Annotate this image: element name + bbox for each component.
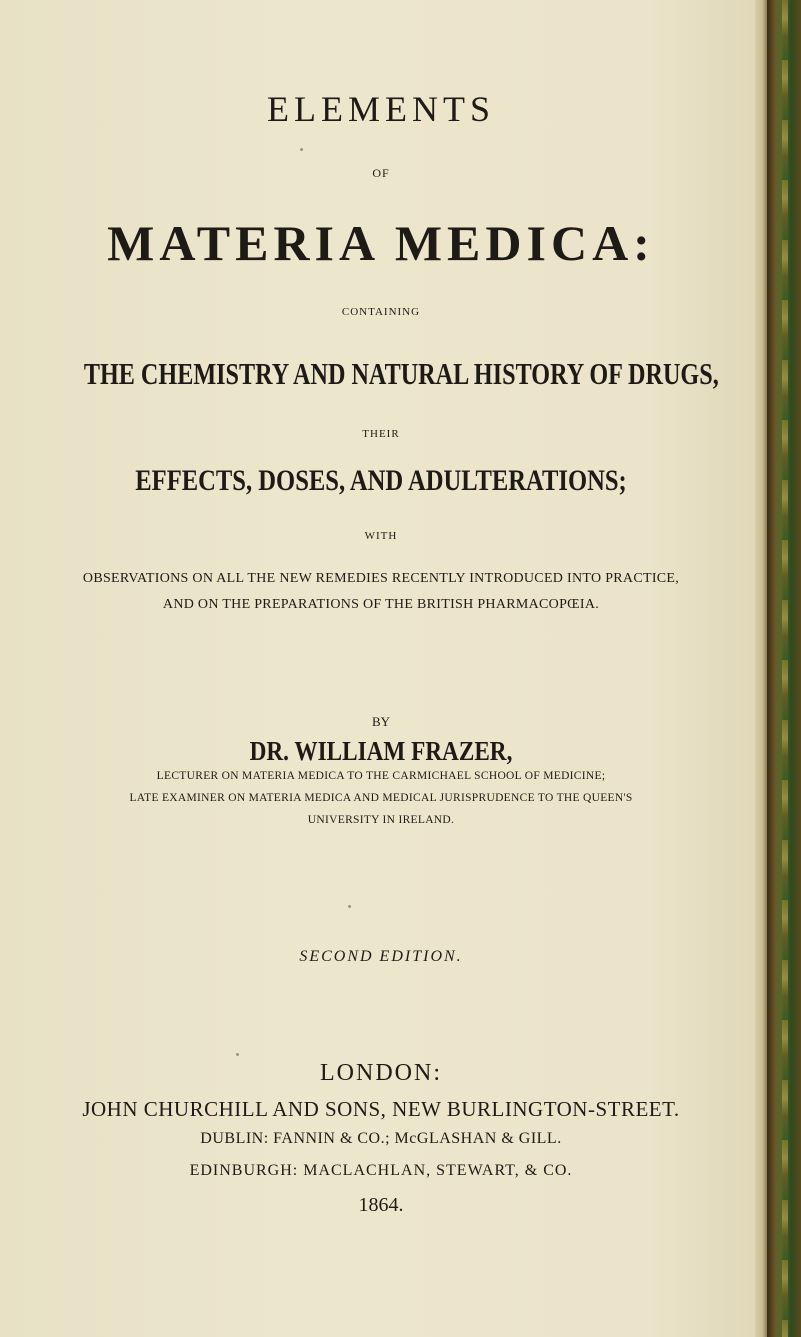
subtitle-with: WITH bbox=[364, 530, 398, 542]
imprint-dublin: DUBLIN: FANNIN & CO.; McGLASHAN & GILL. bbox=[200, 1130, 562, 1147]
paper-speck bbox=[236, 1053, 239, 1056]
subtitle-observations-2: AND ON THE PREPARATIONS OF THE BRITISH PHARMACOPŒIA. bbox=[162, 597, 600, 612]
paper-speck bbox=[348, 905, 351, 908]
title-elements: ELEMENTS bbox=[267, 89, 495, 129]
title-materia-medica: MATERIA MEDICA: bbox=[107, 215, 655, 271]
paper-speck bbox=[300, 148, 303, 151]
subtitle-containing: CONTAINING bbox=[341, 306, 421, 318]
byline-by: BY bbox=[371, 714, 391, 729]
imprint-publisher: JOHN CHURCHILL AND SONS, NEW BURLINGTON-STREET. bbox=[82, 1097, 680, 1121]
author-credentials-1: LECTURER ON MATERIA MEDICA TO THE CARMICHAEL SCHOOL OF MEDICINE; bbox=[156, 770, 606, 782]
subtitle-observations-1: OBSERVATIONS ON ALL THE NEW REMEDIES RECENTLY INTRODUCED INTO PRACTICE, bbox=[82, 571, 680, 586]
subtitle-chemistry: THE CHEMISTRY AND NATURAL HISTORY OF DRUGS, bbox=[83, 356, 719, 391]
binding-decoration bbox=[782, 0, 788, 1337]
imprint-year: 1864. bbox=[358, 1194, 404, 1216]
edition-label: SECOND EDITION. bbox=[299, 948, 463, 965]
title-of: OF bbox=[372, 166, 390, 180]
imprint-place: LONDON: bbox=[320, 1060, 442, 1086]
subtitle-effects: EFFECTS, DOSES, AND ADULTERATIONS; bbox=[135, 464, 627, 497]
author-credentials-3: UNIVERSITY IN IRELAND. bbox=[307, 814, 455, 826]
author-credentials-2: LATE EXAMINER ON MATERIA MEDICA AND MEDICAL JURISPRUDENCE TO THE QUEEN'S bbox=[129, 792, 633, 804]
imprint-edinburgh: EDINBURGH: MACLACHLAN, STEWART, & CO. bbox=[189, 1162, 573, 1179]
subtitle-their: THEIR bbox=[362, 428, 400, 440]
author-name: DR. WILLIAM FRAZER, bbox=[249, 736, 513, 766]
